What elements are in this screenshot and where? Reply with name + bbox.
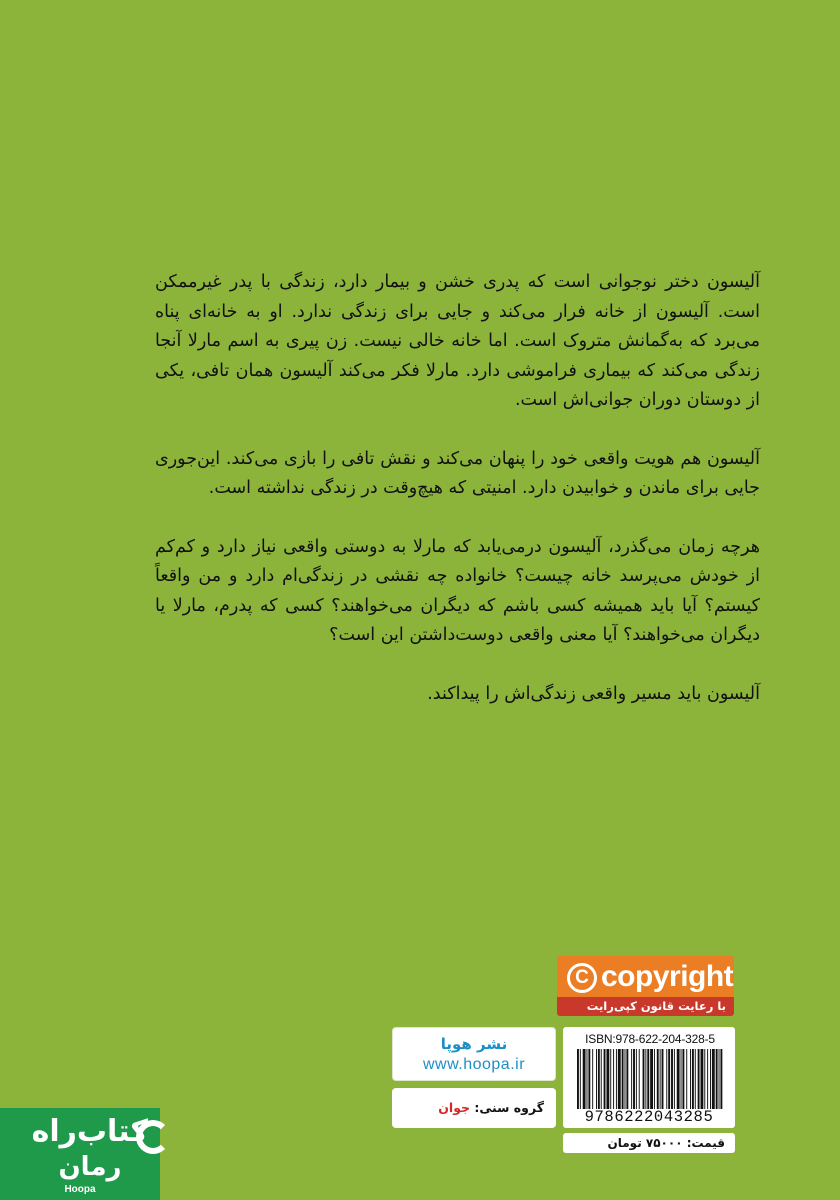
barcode-icon bbox=[577, 1049, 723, 1109]
back-cover-blurb bbox=[155, 268, 760, 709]
age-group-label: گروه سنی: bbox=[474, 1100, 544, 1115]
price-box: قیمت: ۷۵۰۰۰ تومان bbox=[563, 1133, 735, 1153]
age-group-box bbox=[392, 1088, 556, 1128]
blurb-paragraph-3: هرچه زمان می‌گذرد، آلیسون درمی‌یابد که مارلا به دوستی واقعی نیاز دارد و کم‌کم از خودش می‌پرسد خانه چیست؟ خانواده چه نقشی در زندگی‌ام دارد و من واقعاً کیستم؟ آیا باید همیشه کسی باشم که دیگران می‌خواهند؟ کسی که پدرم، مارلا یا دیگران می‌خواهند؟ آیا معنی واقعی دوست‌داشتن این است؟ bbox=[155, 536, 760, 645]
logo-latin: Hoopa bbox=[64, 1184, 96, 1195]
isbn-box bbox=[563, 1027, 735, 1128]
logo-line-1: کتاب‌راه bbox=[31, 1114, 148, 1149]
isbn-text: ISBN:978-622-204-328-5 bbox=[585, 1032, 715, 1046]
copyright-badge bbox=[557, 956, 734, 1016]
blurb-paragraph-1: آلیسون دختر نوجوانی است که پدری خشن و بیمار دارد، زندگی با پدر غیرممکن است. آلیسون از خانه فرار می‌کند و جایی برای زندگی ندارد. او به خانه‌ای پناه می‌برد که به‌گمانش متروک است. اما خانه خالی نیست. زن پیری به اسم مارلا آنجا زندگی می‌کند که بیماری فراموشی دارد. مارلا فکر می‌کند آلیسون همان تافی، یکی از دوستان دوران جوانی‌اش است. bbox=[155, 272, 760, 410]
copyright-icon: C bbox=[567, 963, 597, 993]
publisher-name: نشر هوپا bbox=[440, 1035, 508, 1053]
copyright-note: با رعایت قانون کپی‌رایت bbox=[557, 997, 734, 1016]
copyright-word: copyright bbox=[601, 960, 734, 993]
blurb-paragraph-2: آلیسون هم هویت واقعی خود را پنهان می‌کند و نقش تافی را بازی می‌کند. این‌جوری جایی برای ماندن و خوابیدن دارد. امنیتی که هیچ‌وقت در زندگی نداشته است. bbox=[155, 448, 760, 498]
logo-line-2: رمان bbox=[58, 1152, 122, 1182]
barcode-digits: 9786222043285 bbox=[584, 1108, 714, 1126]
logo-mark-icon bbox=[136, 1120, 170, 1154]
publisher-website[interactable]: www.hoopa.ir bbox=[422, 1056, 526, 1073]
publisher-logo bbox=[0, 1108, 160, 1200]
blurb-paragraph-4: آلیسون باید مسیر واقعی زندگی‌اش را پیداکند. bbox=[427, 683, 760, 704]
publisher-box bbox=[392, 1027, 556, 1081]
age-group-value: جوان bbox=[438, 1100, 471, 1115]
